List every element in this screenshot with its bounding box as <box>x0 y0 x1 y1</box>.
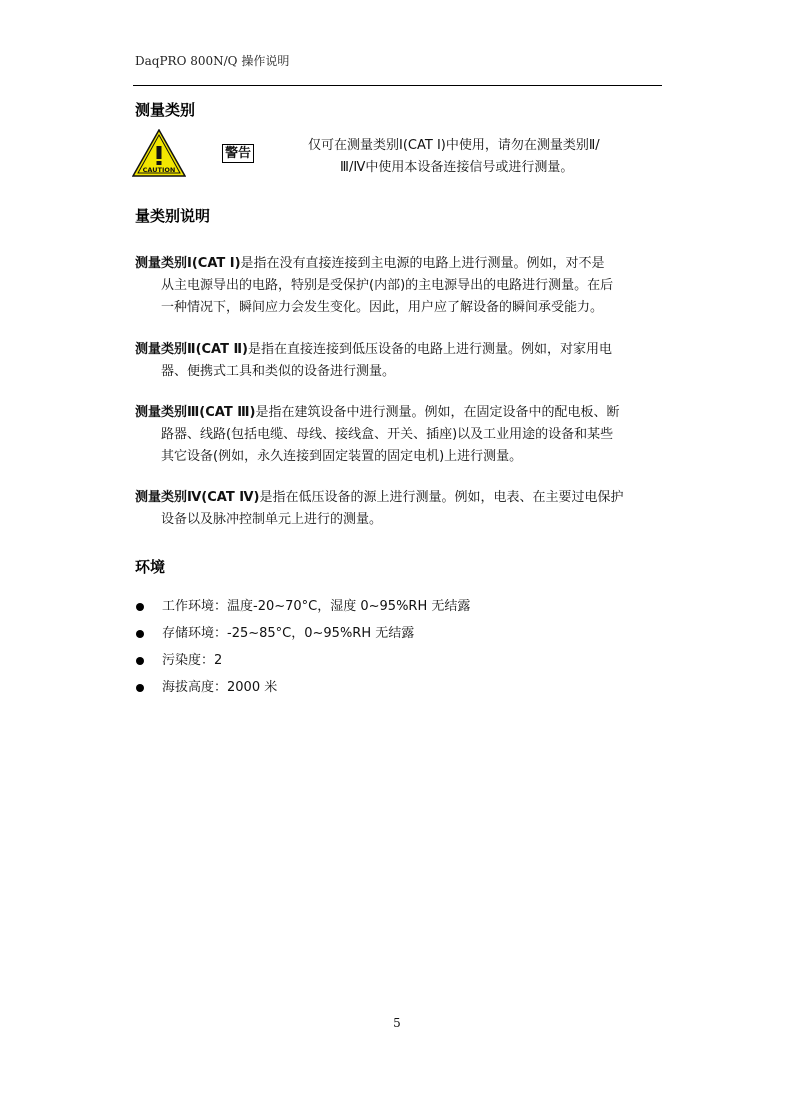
warning-text-line1: 仅可在测量类别Ⅰ(CAT Ⅰ)中使用，请勿在测量类别Ⅱ/ <box>308 138 600 153</box>
environment-item-text: 海拔高度：2000 米 <box>162 680 278 695</box>
header-title: DaqPRO 800N/Q 操作说明 <box>135 54 290 68</box>
environment-list <box>135 596 470 704</box>
category-2-paragraph <box>135 339 660 383</box>
category-2-line1: 是指在直接连接到低压设备的电路上进行测量。例如，对家用电 <box>248 342 613 357</box>
warning-text <box>300 135 660 179</box>
bullet-icon <box>136 657 144 665</box>
section-heading-description: 量类别说明 <box>135 207 211 225</box>
bullet-icon <box>136 630 144 638</box>
category-2-term: 测量类别Ⅱ(CAT Ⅱ) <box>135 342 248 357</box>
category-1-term: 测量类别Ⅰ(CAT Ⅰ) <box>135 256 241 271</box>
category-4-paragraph <box>135 487 660 531</box>
warning-text-line2: Ⅲ/Ⅳ中使用本设备连接信号或进行测量。 <box>340 160 574 175</box>
category-4-line2: 设备以及脉冲控制单元上进行的测量。 <box>161 512 383 527</box>
list-item <box>135 677 470 704</box>
warning-badge: 警告 <box>222 144 254 163</box>
category-4-term: 测量类别Ⅳ(CAT Ⅳ) <box>135 490 260 505</box>
category-3-paragraph <box>135 402 660 468</box>
caution-label: CAUTION <box>142 166 176 174</box>
category-1-line3: 一种情况下，瞬间应力会发生变化。因此，用户应了解设备的瞬间承受能力。 <box>161 300 604 315</box>
section-heading-environment: 环境 <box>135 558 166 576</box>
category-1-paragraph <box>135 253 660 319</box>
environment-item-text: 工作环境：温度-20~70°C，湿度 0~95%RH 无结露 <box>162 599 471 614</box>
category-1-line2: 从主电源导出的电路，特别是受保护(内部)的主电源导出的电路进行测量。在后 <box>161 278 614 293</box>
category-3-line2: 路器、线路(包括电缆、母线、接线盒、开关、插座)以及工业用途的设备和某些 <box>161 427 614 442</box>
section-heading-category: 测量类别 <box>135 101 196 119</box>
bullet-icon <box>136 603 144 611</box>
page-number: 5 <box>393 1016 401 1030</box>
category-3-line1: 是指在建筑设备中进行测量。例如，在固定设备中的配电板、断 <box>255 405 620 420</box>
list-item <box>135 650 470 677</box>
header-divider <box>133 85 662 86</box>
environment-item-text: 污染度：2 <box>162 653 223 668</box>
bullet-icon <box>136 684 144 692</box>
category-1-line1: 是指在没有直接连接到主电源的电路上进行测量。例如，对不是 <box>240 256 605 271</box>
category-3-term: 测量类别Ⅲ(CAT Ⅲ) <box>135 405 256 420</box>
caution-icon <box>132 129 186 177</box>
category-4-line1: 是指在低压设备的源上进行测量。例如，电表、在主要过电保护 <box>259 490 624 505</box>
category-2-line2: 器、便携式工具和类似的设备进行测量。 <box>161 364 396 379</box>
environment-item-text: 存储环境：-25~85°C，0~95%RH 无结露 <box>162 626 415 641</box>
list-item <box>135 596 470 623</box>
list-item <box>135 623 470 650</box>
category-3-line3: 其它设备(例如，永久连接到固定装置的固定电机)上进行测量。 <box>161 449 523 464</box>
